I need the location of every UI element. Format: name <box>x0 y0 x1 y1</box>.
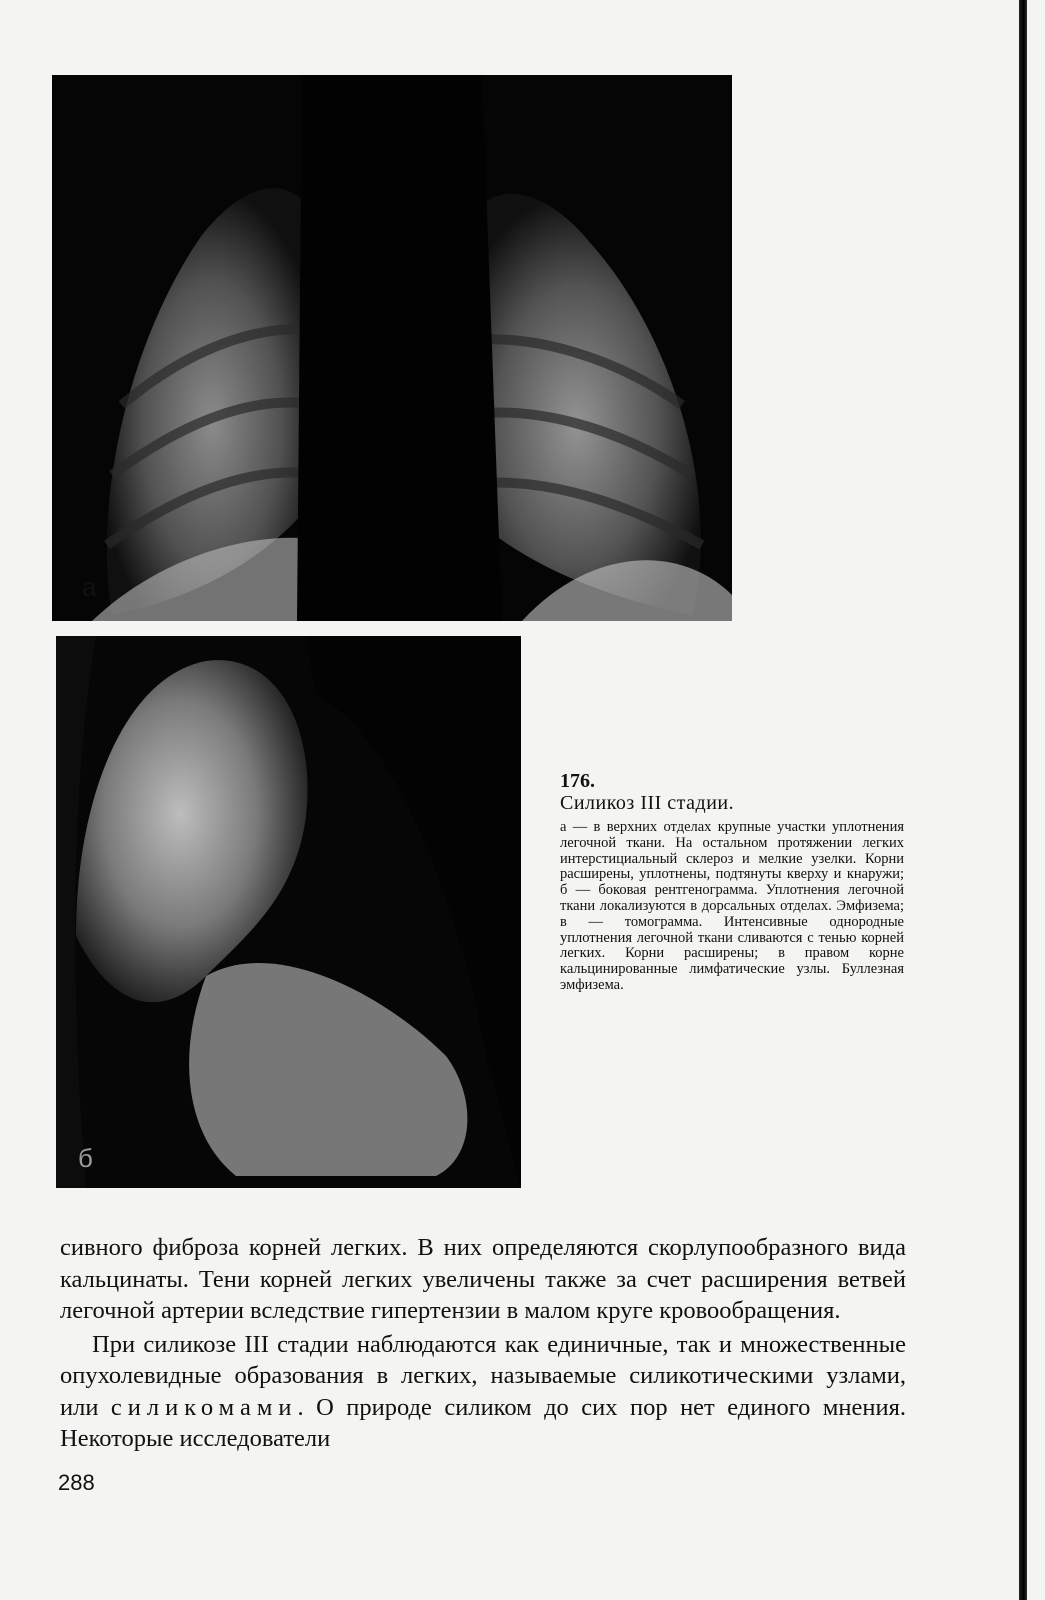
paragraph-2-start: При силикозе III стадии наблюдаются как единичные, так и множественные опухолевидные образования в легких, называемые силикотическими узлами, или <box>60 1330 906 1421</box>
emphasized-term: силикомами <box>110 1393 298 1421</box>
paragraph-1: сивного фиброза корней легких. В них определяются скорлупообразного вида кальцинаты. Тени корней легких увеличены также за счет расширения ветвей легочной артерии вследствие гипертензии в малом круге кровообращения. <box>60 1234 906 1324</box>
xray-lateral-image <box>56 636 521 1188</box>
main-text <box>60 1232 906 1455</box>
page-number: 288 <box>58 1470 95 1495</box>
figure-description: а — в верхних отделах крупные участки уплотнения легочной ткани. На остальном протяжении легких интерстициальный склероз и мелкие узелки. Корни расширены, уплотнены, подтянуты кверху и кнаружи; б — боковая рентгенограмма. Уплотнения легочной ткани локализуются в дорсальных отделах. Эмфизема; в — томограмма. Интенсивные однородные уплотнения легочной ткани сливаются с тенью корней легких. Корни расширены; в правом корне кальцинированные лимфатические узлы. Буллезная эмфизема. <box>560 819 904 993</box>
page-edge-shadow <box>1019 0 1027 1600</box>
figure-title: Силикоз III стадии. <box>560 792 735 814</box>
xray-frontal-image <box>52 75 732 621</box>
paragraph-2-end: . О природе силиком до сих пор нет единого мнения. Некоторые исследователи <box>60 1393 906 1452</box>
figure-caption <box>560 770 904 994</box>
figure-number: 176. <box>560 770 595 792</box>
panel-a-label: а <box>82 572 97 602</box>
paragraph-2 <box>60 1329 906 1455</box>
panel-b-label: б <box>78 1143 93 1173</box>
